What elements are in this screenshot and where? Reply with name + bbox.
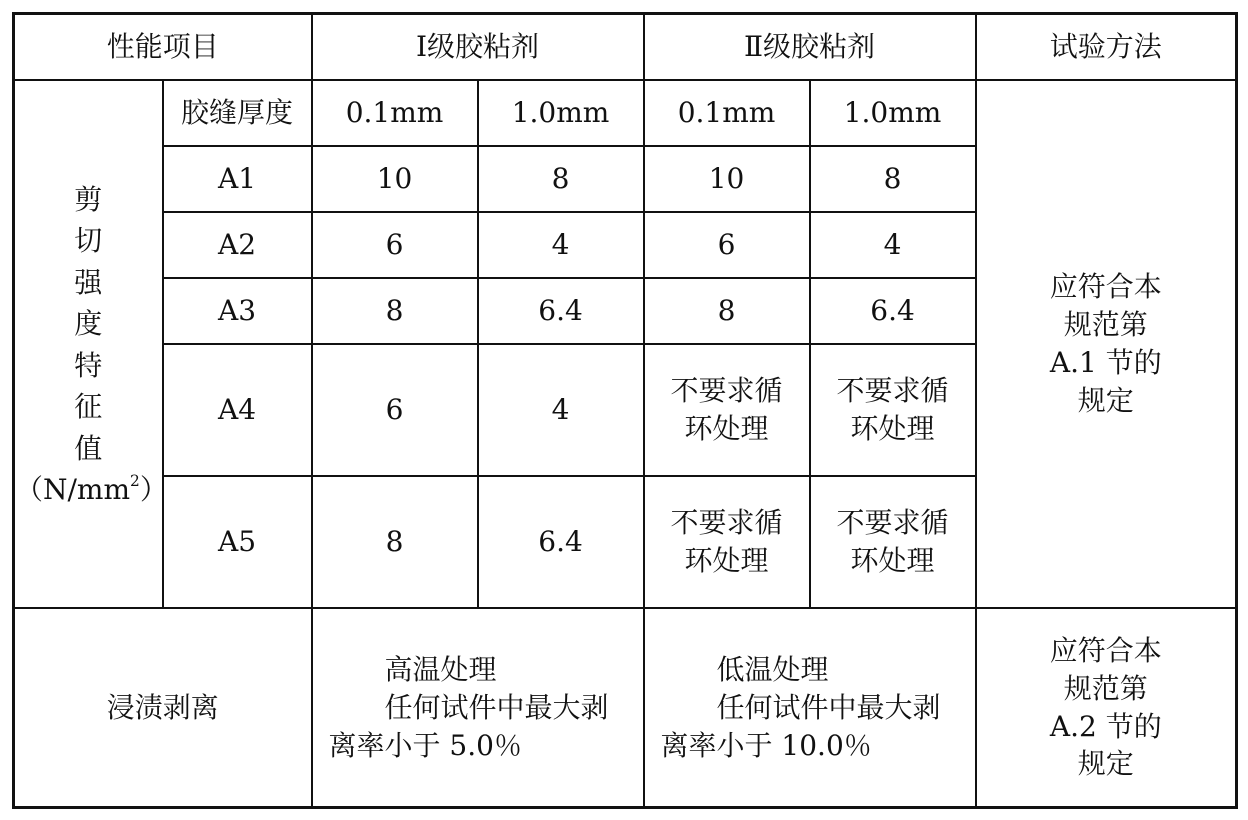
row-id: A2 xyxy=(163,212,312,278)
thickness-grade1-thin: 0.1mm xyxy=(312,80,478,146)
table-cell: 8 xyxy=(312,476,478,608)
thickness-grade1-thick: 1.0mm xyxy=(478,80,644,146)
immersion-grade2-title: 低温处理 xyxy=(716,652,829,686)
thickness-label: 胶缝厚度 xyxy=(163,80,312,146)
shear-test-method: 应符合本规范第 A.1 节的规定 xyxy=(976,80,1237,609)
immersion-grade2-text: 任何试件中最大剥离率小于 10.0％ xyxy=(660,690,941,762)
immersion-grade-1 xyxy=(312,608,644,807)
header-grade-2: Ⅱ级胶粘剂 xyxy=(644,14,976,80)
table-cell: 4 xyxy=(478,212,644,278)
table-cell: 6.4 xyxy=(478,278,644,344)
row-id: A3 xyxy=(163,278,312,344)
immersion-label: 浸渍剥离 xyxy=(14,608,312,807)
shear-strength-unit: $(N/mm^2)$ xyxy=(15,471,168,507)
immersion-grade1-title: 高温处理 xyxy=(384,652,497,686)
table-cell: 4 xyxy=(478,344,644,476)
immersion-test-method: 应符合本规范第 A.2 节的规定 xyxy=(976,608,1237,807)
table-cell: 6.4 xyxy=(810,278,976,344)
row-id: A4 xyxy=(163,344,312,476)
table-cell: 6 xyxy=(312,344,478,476)
adhesive-performance-table xyxy=(12,12,1238,809)
thickness-row xyxy=(14,80,1237,146)
shear-strength-label xyxy=(14,80,168,609)
immersion-grade1-text: 任何试件中最大剥离率小于 5.0％ xyxy=(328,690,609,762)
header-property: 性能项目 xyxy=(14,14,312,80)
table-cell: 6 xyxy=(644,212,810,278)
immersion-row xyxy=(14,608,1237,807)
table-cell: 不要求循环处理 xyxy=(644,476,810,608)
table-cell: 10 xyxy=(644,146,810,212)
table-cell: 8 xyxy=(478,146,644,212)
table-cell: 4 xyxy=(810,212,976,278)
thickness-grade2-thin: 0.1mm xyxy=(644,80,810,146)
table-cell: 不要求循环处理 xyxy=(644,344,810,476)
table-cell: 8 xyxy=(644,278,810,344)
table-cell: 不要求循环处理 xyxy=(810,476,976,608)
row-id: A1 xyxy=(163,146,312,212)
table-cell: 8 xyxy=(810,146,976,212)
row-id: A5 xyxy=(163,476,312,608)
header-test-method: 试验方法 xyxy=(976,14,1237,80)
shear-strength-text: 剪切强度特征值 xyxy=(74,182,103,465)
table-cell: 8 xyxy=(312,278,478,344)
table-cell: 10 xyxy=(312,146,478,212)
header-grade-1: Ⅰ级胶粘剂 xyxy=(312,14,644,80)
table-cell: 不要求循环处理 xyxy=(810,344,976,476)
thickness-grade2-thick: 1.0mm xyxy=(810,80,976,146)
table-cell: 6 xyxy=(312,212,478,278)
immersion-grade-2 xyxy=(644,608,976,807)
header-row xyxy=(14,14,1237,80)
table-cell: 6.4 xyxy=(478,476,644,608)
